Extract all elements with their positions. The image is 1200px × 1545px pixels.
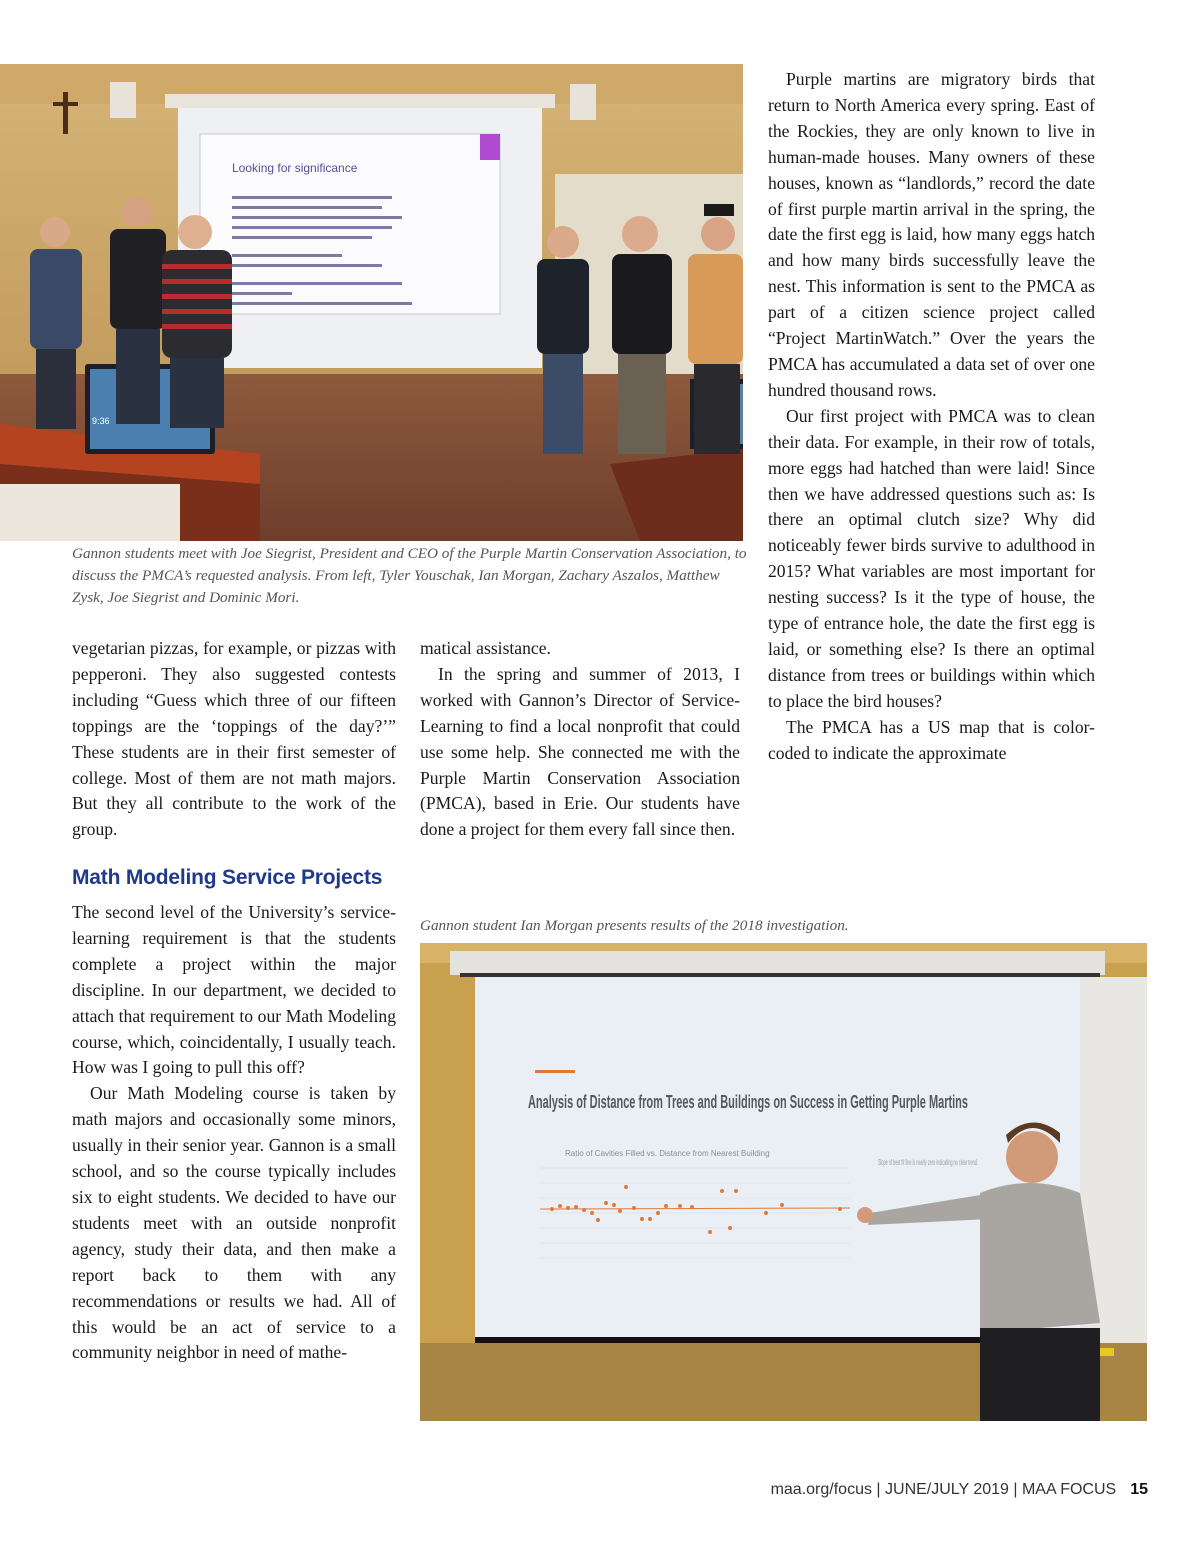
slide-title: Looking for significance <box>232 161 358 175</box>
left-paragraph-1: The second level of the University’s service-learning requirement is that the students complete a project within the major discipline. In our department, we decided to attach that requirement to our Math Modeling course, which, coincidentally, I usually teach. How was I going to pull this off? <box>72 902 396 1078</box>
presentation-photo-image <box>420 943 1147 1421</box>
svg-text:Analysis of Distance from Tree <box>528 1092 968 1112</box>
right-paragraph-2: Our first project with PMCA was to clean their data. For example, in their row of totals, more eggs had hatched than were laid! Since then we have addressed questions such as: Is there an optimal clutch size? Why did noticeably fewer birds survive to adulthood in 2015? What variables are most important for nesting success? Is it the type of house, the type of entrance hole, the date the first egg is laid, or something else? Is there an optimal distance from trees or buildings within which to place the bird houses? <box>768 405 1095 711</box>
top-photo-caption: Gannon students meet with Joe Siegrist, President and CEO of the Purple Martin Conservation Association, to discuss the PMCA’s requested analysis. From left, Tyler Youschak, Ian Morgan, Zachary Aszalos, Matthew Zysk, Joe Siegrist and Dominic Mori. <box>72 545 747 606</box>
svg-text:9:36: 9:36 <box>92 416 110 426</box>
right-column <box>768 67 1095 766</box>
right-paragraph-1: Purple martins are migratory birds that return to North America every spring. East of the Rockies, they are only known to live in human-made houses. Many owners of these houses, known as “landlords,” record the date of first purple martin arrival in the spring, the date the first egg is laid, how many eggs hatch and how many birds successfully leave the nest. This information is sent to the PMCA as part of a citizen science project called “Project MartinWatch.” Over the years the PMCA has accumulated a data set of over one hundred thousand rows. <box>768 69 1095 400</box>
bottom-photo <box>420 943 1147 1421</box>
left-column-top <box>72 636 396 843</box>
right-paragraph-3: The PMCA has a US map that is color-coded to indicate the approximate <box>768 716 1095 763</box>
slide-note: Slope of best fit line is nearly zero indicating no clear trend. <box>878 1158 978 1167</box>
chart-subtitle: Ratio of Cavities Filled vs. Distance from Nearest Building <box>565 1149 770 1158</box>
classroom-photo-image <box>0 64 743 541</box>
left-paragraph-2: Our Math Modeling course is taken by math majors and occasionally some minors, usually in their senior year. Gannon is a small school, and so the course typically includes six to eight students. We decided to have our students meet with an outside nonprofit agency, study their data, and then make a report back to them with any recommendations or results we had. All of this would be an act of service to a community neighbor in need of mathe- <box>72 1083 396 1363</box>
slide-title-line: Analysis of Distance from Trees and Buildings on Success in Getting Purple Martins <box>528 1092 968 1112</box>
footer-text: maa.org/focus | JUNE/JULY 2019 | MAA FOCUS <box>770 1481 1117 1498</box>
left-column-bottom <box>72 900 396 1366</box>
middle-column <box>420 636 740 843</box>
section-heading: Math Modeling Service Projects <box>72 866 383 889</box>
page-number: 15 <box>1130 1481 1148 1498</box>
middle-paragraph-1: matical assistance. <box>420 638 551 658</box>
page-footer <box>771 1481 1148 1499</box>
bottom-photo-caption: Gannon student Ian Morgan presents results of the 2018 investigation. <box>420 917 849 934</box>
middle-paragraph-2: In the spring and summer of 2013, I worked with Gannon’s Director of Service-Learning to find a local nonprofit that could use some help. She connected me with the Purple Martin Conservation Association (PMCA), based in Erie. Our students have done a project for them every fall since then. <box>420 663 740 840</box>
left-paragraph-0: vegetarian pizzas, for example, or pizzas with pepperoni. They also suggested contests including “Guess which three of our fifteen toppings are the ‘toppings of the day?’” These students are in their first semester of college. Most of them are not math majors. But they all contribute to the work of the group. <box>72 638 396 840</box>
top-photo <box>0 64 743 541</box>
